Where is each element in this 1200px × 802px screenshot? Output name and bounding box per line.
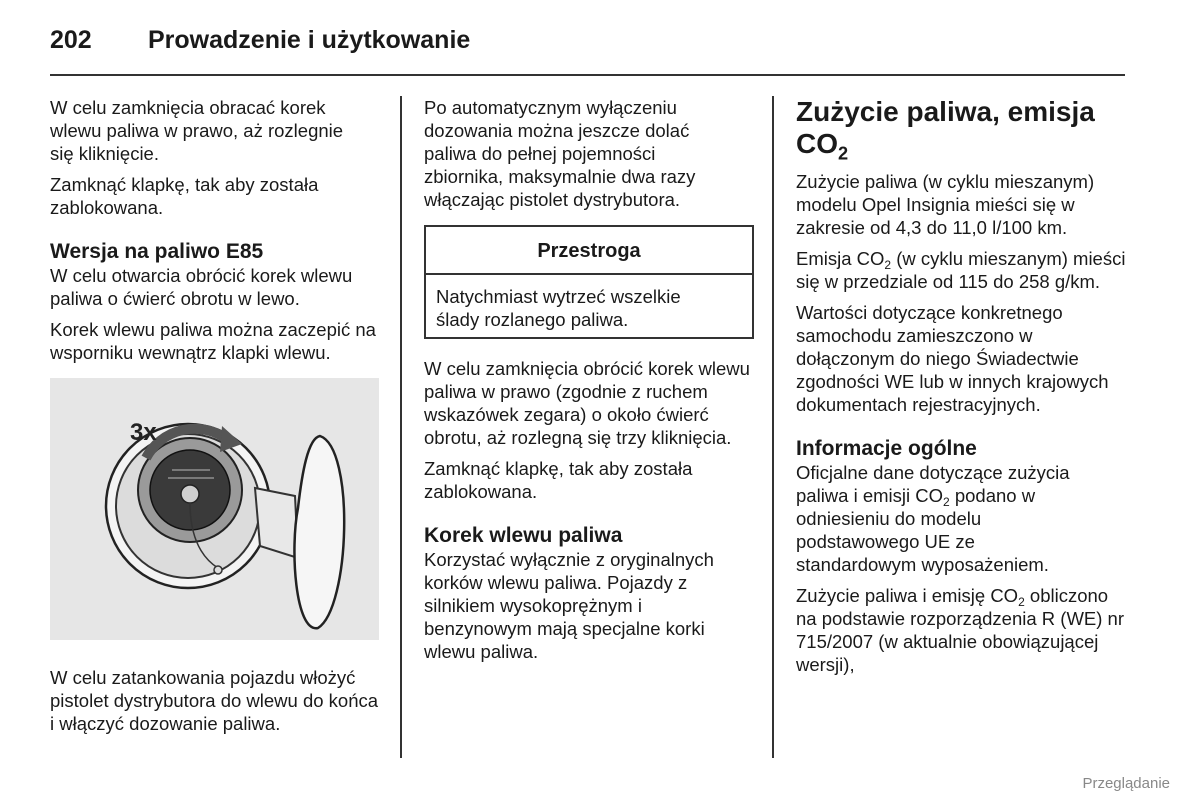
caution-text: Natychmiast wytrzeć wszelkie ślady rozlanego paliwa. (436, 286, 681, 330)
section-heading-general-info: Informacje ogólne (796, 437, 977, 460)
column-divider-2 (772, 96, 774, 758)
subscript: 2 (884, 258, 892, 273)
paragraph: Korek wlewu paliwa można zaczepić na wsporniku wewnątrz klapki wlewu. (50, 319, 376, 363)
title-line: CO (796, 128, 838, 159)
paragraph: W celu zatankowania pojazdu włożyć pistolet dystrybutora do wlewu do końca i włączyć dozowanie paliwa. (50, 667, 379, 734)
caution-title: Przestroga (426, 227, 752, 275)
text-part: Emisja CO (796, 248, 885, 269)
paragraph (796, 584, 1126, 676)
section-title-fuel-consumption (796, 96, 1126, 164)
paragraph: Zużycie paliwa (w cyklu mieszanym) modelu Opel Insignia mieści się w zakresie od 4,3 do 11,0 l/100 km. (796, 171, 1095, 238)
text-part: (w cyklu mieszanym) mieści się w przedziale od 115 do 258 g/km. (796, 248, 1126, 292)
browse-link[interactable]: Przeglądanie (1082, 775, 1170, 792)
subscript: 2 (1018, 595, 1025, 610)
figure-label: 3x (130, 419, 157, 446)
section-heading-e85: Wersja na paliwo E85 (50, 240, 264, 263)
fuel-cap-illustration (50, 378, 379, 640)
page-header (50, 26, 470, 56)
caution-body (426, 275, 752, 337)
page-title: Prowadzenie i użytkowanie (148, 26, 471, 54)
paragraph (796, 461, 1096, 576)
paragraph: W celu zamknięcia obracać korek wlewu paliwa w prawo, aż rozlegnie się kliknięcie. (50, 97, 344, 164)
paragraph: W celu otwarcia obrócić korek wlewu paliwa o ćwierć obrotu w lewo. (50, 265, 353, 309)
column-3 (796, 96, 1126, 684)
column-divider-1 (400, 96, 402, 758)
text-part: obliczono na podstawie rozporządzenia R (WE) nr 715/2007 (w aktualnie obowiązującej wersji), (796, 585, 1125, 675)
fuel-filler-image (50, 378, 379, 640)
title-line: Zużycie paliwa, emisja (796, 96, 1095, 127)
subscript: 2 (838, 143, 849, 164)
header-divider (50, 74, 1125, 76)
column-2 (424, 96, 754, 671)
text-part: podano w odniesieniu do modelu podstawowego UE ze standardowym wyposażeniem. (796, 485, 1049, 575)
text-part: Zużycie paliwa i emisję CO (796, 585, 1019, 606)
column-1 (50, 96, 384, 743)
page-number: 202 (50, 26, 92, 54)
paragraph: Po automatycznym wyłączeniu dozowania można jeszcze dolać paliwa do pełnej pojemności zbiornika, maksymalnie dwa razy włączając pistolet dystrybutora. (424, 97, 696, 210)
paragraph: Zamknąć klapkę, tak aby została zablokowana. (50, 174, 319, 218)
caution-box (424, 225, 754, 339)
paragraph: W celu zamknięcia obrócić korek wlewu paliwa w prawo (zgodnie z ruchem wskazówek zegara) o około ćwierć obrotu, aż rozlegną się trzy kliknięcia. (424, 358, 750, 448)
paragraph: Korzystać wyłącznie z oryginalnych korków wlewu paliwa. Pojazdy z silnikiem wysokoprężnym i benzynowym mają specjalne korki wlewu paliwa. (424, 549, 714, 662)
subscript: 2 (943, 495, 950, 510)
section-heading-fuel-cap: Korek wlewu paliwa (424, 524, 623, 547)
paragraph: Wartości dotyczące konkretnego samochodu zamieszczono w dołączonym do niego Świadectwie zgodności WE lub w innych krajowych dokumentach rejestracyjnych. (796, 302, 1109, 415)
paragraph: Zamknąć klapkę, tak aby została zablokowana. (424, 458, 693, 502)
paragraph (796, 247, 1126, 293)
text-part: Oficjalne dane dotyczące zużycia paliwa i emisji CO (796, 462, 1070, 506)
